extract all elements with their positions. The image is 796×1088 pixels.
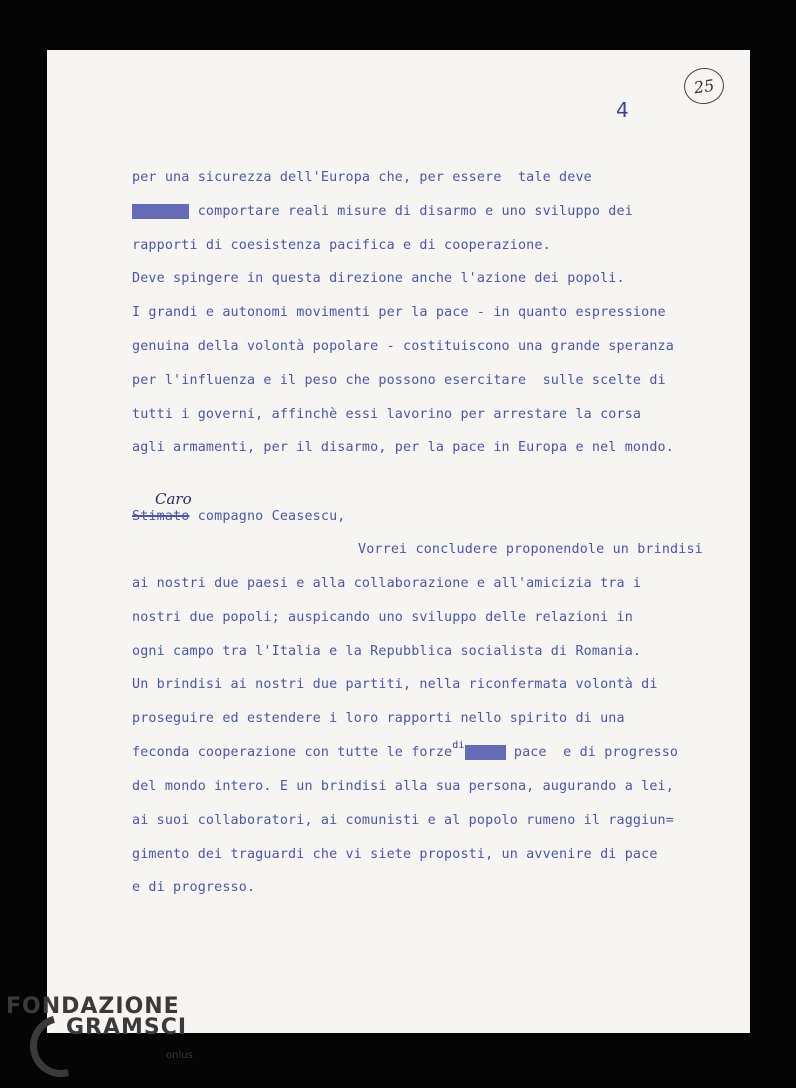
text-line: Deve spingere in questa direzione anche l'azione dei popoli.	[132, 271, 625, 286]
handwritten-superscript: di	[452, 740, 465, 751]
text-line: e di progresso.	[132, 880, 256, 895]
logo-line2: GRAMSCI	[66, 1015, 188, 1040]
text-line	[132, 740, 679, 760]
fondazione-gramsci-logo	[6, 994, 187, 1040]
text-line: tutti i governi, affinchè essi lavorino per arrestare la corsa	[132, 407, 642, 422]
handwritten-correction: Caro	[155, 490, 192, 508]
text-line: I grandi e autonomi movimenti per la pace - in quanto espressione	[132, 305, 666, 320]
text-span: feconda cooperazione con tutte le forze	[132, 745, 453, 760]
struck-word: della	[464, 745, 506, 760]
text-line: gimento dei traguardi che vi siete proposti, un avvenire di pace	[132, 847, 658, 862]
text-line: ai nostri due paesi e alla collaborazione e all'amicizia tra i	[132, 576, 642, 591]
text-line: Un brindisi ai nostri due partiti, nella riconfermata volontà di	[132, 677, 658, 692]
text-line: rapporti di coesistenza pacifica e di cooperazione.	[132, 238, 551, 253]
salutation-line	[132, 509, 346, 524]
text-line: per l'influenza e il peso che possono esercitare sulle scelte di	[132, 373, 666, 388]
text-line: del mondo intero. E un brindisi alla sua persona, augurando a lei,	[132, 779, 674, 794]
text-span: pace e di progresso	[505, 745, 679, 760]
salutation-text: compagno Ceasescu,	[189, 509, 346, 524]
text-line: ai suoi collaboratori, ai comunisti e al popolo rumeno il raggiun=	[132, 813, 674, 828]
struck-word: veramen	[132, 204, 190, 219]
logo-line1: FONDAZIONE	[6, 994, 180, 1019]
text-line: proseguire ed estendere i loro rapporti nello spirito di una	[132, 711, 625, 726]
logo-subtitle: onlus	[166, 1050, 193, 1061]
text-line: nostri due popoli; auspicando uno sviluppo delle relazioni in	[132, 610, 633, 625]
text-line	[132, 204, 633, 219]
text-line: genuina della volontà popolare - costituiscono una grande speranza	[132, 339, 674, 354]
page-sequence-number: 4	[616, 98, 629, 122]
text-line: Vorrei concludere proponendole un brindisi	[358, 542, 703, 557]
circled-page-number: 25	[682, 65, 727, 106]
text-line: ogni campo tra l'Italia e la Repubblica socialista di Romania.	[132, 644, 642, 659]
text-span: comportare reali misure di disarmo e uno sviluppo dei	[197, 204, 633, 219]
struck-word: Stimato	[132, 509, 190, 524]
text-line: per una sicurezza dell'Europa che, per essere tale deve	[132, 170, 592, 185]
document-page	[47, 50, 750, 1033]
text-line: agli armamenti, per il disarmo, per la pace in Europa e nel mondo.	[132, 440, 674, 455]
